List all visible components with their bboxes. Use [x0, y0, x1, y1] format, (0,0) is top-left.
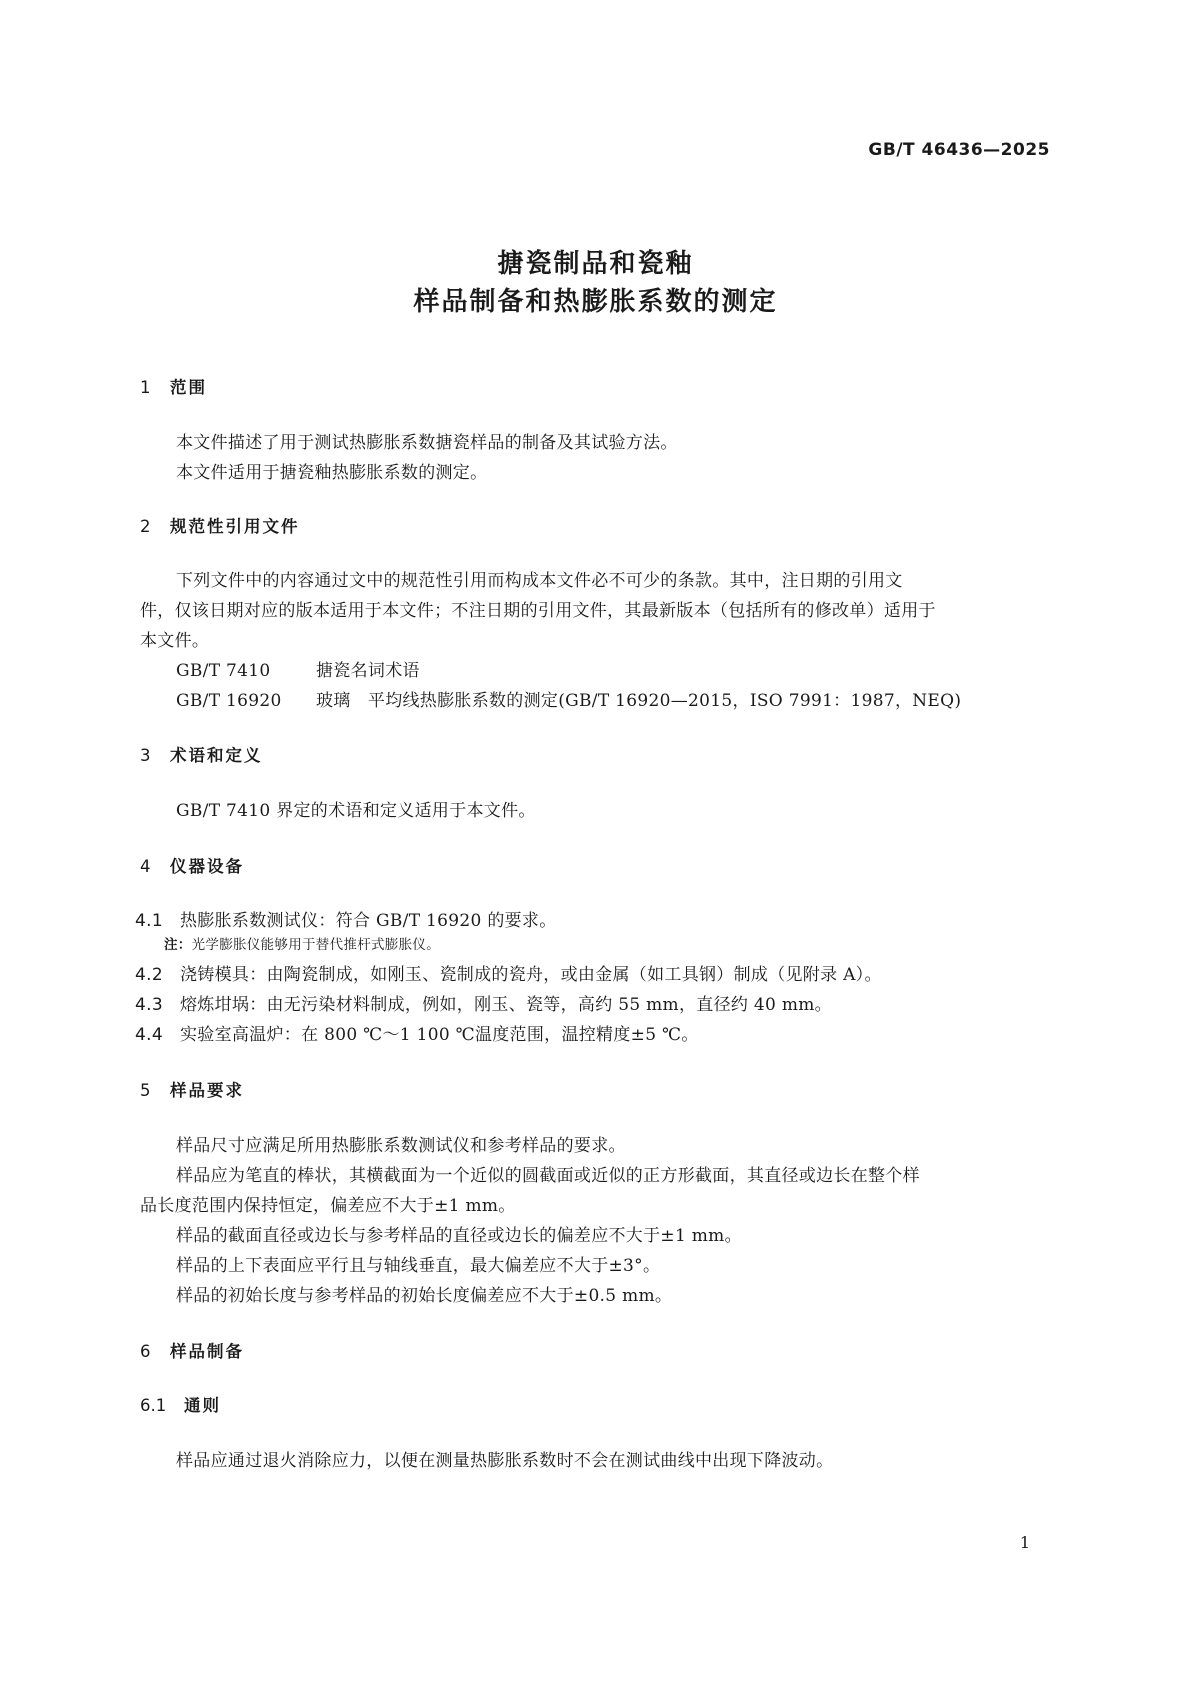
- item-number: 4.2: [135, 965, 163, 985]
- note-text: 光学膨胀仪能够用于替代推杆式膨胀仪。: [191, 937, 441, 953]
- subsection-6-1-heading: [140, 1392, 221, 1416]
- section-number: 1: [140, 378, 151, 397]
- section-2-paragraph-line-1: 下列文件中的内容通过文中的规范性引用而构成本文件必不可少的条款。其中，注日期的引用文: [176, 571, 903, 591]
- reference-code: GB/T 16920: [176, 691, 282, 711]
- item-text: 浇铸模具：由陶瓷制成，如刚玉、瓷制成的瓷舟，或由金属（如工具钢）制成（见附录 A）。: [180, 965, 882, 985]
- standard-code: GB/T 46436—2025: [868, 140, 1050, 160]
- item-text: 热膨胀系数测试仪：符合 GB/T 16920 的要求。: [180, 911, 557, 931]
- section-5-paragraph-2-line-1: 样品应为笔直的棒状，其横截面为一个近似的圆截面或近似的正方形截面，其直径或边长在整个样: [176, 1166, 920, 1186]
- section-3-paragraph: GB/T 7410 界定的术语和定义适用于本文件。: [176, 801, 536, 821]
- item-number: 4.1: [135, 911, 163, 931]
- note-label: 注：: [164, 937, 192, 953]
- note: [164, 933, 440, 953]
- section-number: 3: [140, 746, 151, 765]
- item-number: 4.4: [135, 1025, 163, 1045]
- normative-reference: [176, 686, 961, 711]
- document-title-line1: 搪瓷制品和瓷釉: [497, 249, 694, 279]
- section-number: 6: [140, 1342, 151, 1361]
- section-title: 范围: [170, 378, 207, 397]
- equipment-item: [135, 960, 882, 985]
- page-number: 1: [1019, 1533, 1030, 1552]
- section-5-paragraph-5: 样品的初始长度与参考样品的初始长度偏差应不大于±0.5 mm。: [176, 1286, 673, 1306]
- section-6-1-paragraph: 样品应通过退火消除应力，以便在测量热膨胀系数时不会在测试曲线中出现下降波动。: [176, 1451, 834, 1471]
- section-5-paragraph-3: 样品的截面直径或边长与参考样品的直径或边长的偏差应不大于±1 mm。: [176, 1226, 742, 1246]
- reference-title: 搪瓷名词术语: [316, 661, 420, 681]
- item-number: 4.3: [135, 995, 163, 1015]
- equipment-item: [135, 1020, 699, 1045]
- section-number: 4: [140, 857, 151, 876]
- equipment-item: [135, 990, 832, 1015]
- item-text: 熔炼坩埚：由无污染材料制成，例如，刚玉、瓷等，高约 55 mm，直径约 40 mm。: [180, 995, 832, 1015]
- section-number: 2: [140, 517, 151, 536]
- section-5-paragraph-4: 样品的上下表面应平行且与轴线垂直，最大偏差应不大于±3°。: [176, 1256, 661, 1276]
- section-1-heading: [140, 374, 207, 398]
- subsection-title: 通则: [184, 1396, 221, 1415]
- section-2-paragraph-line-3: 本文件。: [140, 631, 210, 651]
- section-5-paragraph-1: 样品尺寸应满足所用热膨胀系数测试仪和参考样品的要求。: [176, 1136, 626, 1156]
- section-title: 样品要求: [170, 1081, 244, 1100]
- section-2-heading: [140, 513, 300, 537]
- section-3-heading: [140, 742, 263, 766]
- section-6-heading: [140, 1338, 244, 1362]
- equipment-item: [135, 906, 557, 931]
- item-text: 实验室高温炉：在 800 ℃～1 100 ℃温度范围，温控精度±5 ℃。: [180, 1025, 699, 1045]
- section-title: 样品制备: [170, 1342, 244, 1361]
- section-2-paragraph-line-2: 件，仅该日期对应的版本适用于本文件；不注日期的引用文件，其最新版本（包括所有的修改单）适用于: [140, 601, 936, 621]
- reference-title: 玻璃 平均线热膨胀系数的测定(GB/T 16920—2015，ISO 7991：1987，NEQ): [316, 691, 962, 711]
- document-title-line2: 样品制备和热膨胀系数的测定: [413, 287, 778, 317]
- section-title: 规范性引用文件: [170, 517, 300, 536]
- subsection-number: 6.1: [140, 1396, 167, 1415]
- section-1-paragraph-1: 本文件描述了用于测试热膨胀系数搪瓷样品的制备及其试验方法。: [176, 433, 678, 453]
- section-5-heading: [140, 1077, 244, 1101]
- section-number: 5: [140, 1081, 151, 1100]
- section-title: 仪器设备: [170, 857, 244, 876]
- normative-reference: [176, 656, 420, 681]
- section-title: 术语和定义: [170, 746, 263, 765]
- reference-code: GB/T 7410: [176, 661, 271, 681]
- section-4-heading: [140, 853, 244, 877]
- section-1-paragraph-2: 本文件适用于搪瓷釉热膨胀系数的测定。: [176, 463, 488, 483]
- section-5-paragraph-2-line-2: 品长度范围内保持恒定，偏差应不大于±1 mm。: [140, 1196, 516, 1216]
